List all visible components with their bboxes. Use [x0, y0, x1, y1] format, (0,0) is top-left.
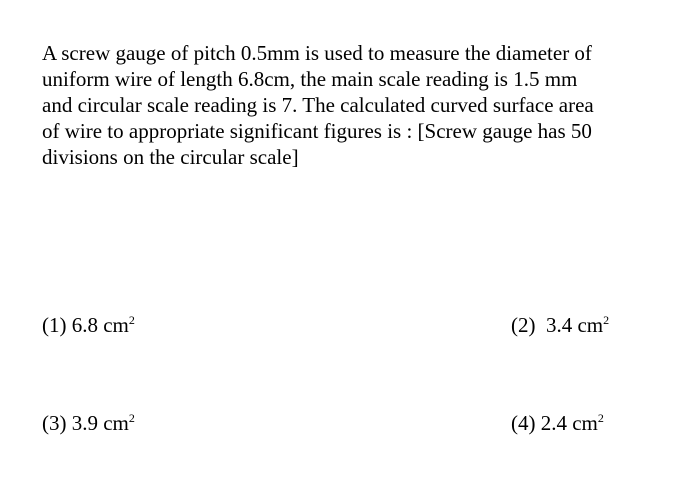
question-line: A screw gauge of pitch 0.5mm is used to measure the diameter of — [42, 41, 592, 65]
question-line: and circular scale reading is 7. The calculated curved surface area — [42, 93, 594, 117]
option-3-label: (3) 3.9 cm — [42, 411, 129, 435]
option-1-exponent: 2 — [128, 313, 135, 327]
option-3[interactable] — [42, 410, 135, 436]
option-1-label: (1) 6.8 cm — [42, 313, 129, 337]
option-4[interactable] — [511, 410, 604, 436]
option-3-exponent: 2 — [128, 411, 135, 425]
option-2-label: (2) 3.4 cm — [511, 313, 604, 337]
option-2[interactable] — [511, 312, 609, 338]
question-line: of wire to appropriate significant figures is : [Screw gauge has 50 — [42, 119, 592, 143]
option-2-exponent: 2 — [603, 313, 610, 327]
option-1[interactable] — [42, 312, 135, 338]
question-line: divisions on the circular scale] — [42, 145, 299, 169]
option-4-label: (4) 2.4 cm — [511, 411, 598, 435]
option-4-exponent: 2 — [597, 411, 604, 425]
question-line: uniform wire of length 6.8cm, the main scale reading is 1.5 mm — [42, 67, 578, 91]
question-text — [42, 40, 642, 170]
